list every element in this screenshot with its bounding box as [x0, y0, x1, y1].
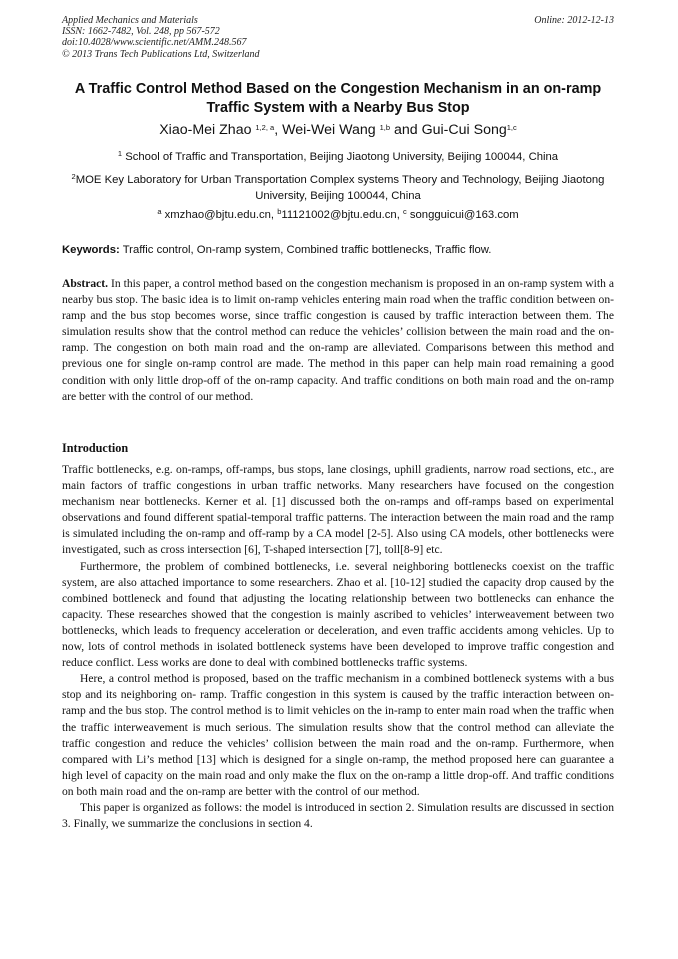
email-address[interactable]: 11121002@bjtu.edu.cn, [281, 209, 403, 221]
affiliation-marker: 2 [71, 172, 76, 181]
email-marker: c [402, 207, 407, 216]
affiliation-2 [62, 172, 614, 204]
paragraph: This paper is organized as follows: the model is introduced in section 2. Simulation results are discussed in section 3. Finally, we summarize the conclusions in section 4. [62, 800, 614, 831]
author-name: and Gui-Cui Song [390, 122, 507, 138]
affiliation-text: MOE Key Laboratory for Urban Transportation Complex systems Theory and Technology, Beijing Jiaotong University, Beijing 100044, China [75, 174, 605, 203]
abstract [62, 276, 614, 405]
email-address[interactable]: xmzhao@bjtu.edu.cn, [161, 209, 278, 221]
introduction-body [62, 462, 614, 832]
online-date: Online: 2012-12-13 [534, 15, 614, 26]
author-name: Xiao-Mei Zhao [159, 122, 256, 138]
section-heading-introduction: Introduction [62, 441, 129, 455]
email-marker: a [157, 207, 162, 216]
copyright-line: © 2013 Trans Tech Publications Ltd, Switzerland [62, 48, 260, 60]
email-marker: b [277, 207, 282, 216]
paper-title: A Traffic Control Method Based on the Congestion Mechanism in an on-ramp Traffic System with a Nearby Bus Stop [74, 81, 602, 116]
affiliation-1 [62, 149, 614, 165]
author-emails [62, 207, 614, 223]
author-affiliation-marker: 1,c [506, 123, 517, 132]
keywords [62, 242, 614, 258]
issn-line: ISSN: 1662-7482, Vol. 248, pp 567-572 [62, 26, 220, 38]
keywords-label: Keywords: [62, 244, 120, 256]
abstract-label: Abstract. [62, 277, 109, 290]
paragraph: Furthermore, the problem of combined bottlenecks, i.e. several neighboring bottlenecks coexist on the traffic system, are also attached importance to some researchers. Zhao et al. [10-12] studied the capacity drop caused by the combined bottleneck and found that adjusting the locating relationship between two bottlenecks can enhance the capacity. These researches showed that the congestion is mainly ascribed to vehicles’ interweavement between two bottlenecks, which leads to frequency acceleration or deceleration, and even traffic accidents among vehicles. Up to now, lots of control methods in isolated bottleneck systems have been developed to improve traffic congestion and reduce conflict. Less works are done to deal with combined bottlenecks traffic systems. [62, 559, 614, 670]
paragraph: Here, a control method is proposed, based on the traffic mechanism in a combined bottleneck systems with a bus stop and its neighboring on- ramp. Traffic congestion in this system is caused by the traffic interaction between on-ramp and the bus stop. The control method is to limit vehicles on the in-ramp to enter main road when the traffic when the traffic interweavement is much serious. The simulation results show that the control method can alleviate the traffic congestion and reduce the vehicles’ collision between the main road and the on-ramp. Furthermore, when compared with Li’s method [13] which is designed for a single on-ramp, the method proposed here can guarantee a high level of capacity on the main road and only make the flux on the on-ramp a little drop-off. And traffic conditions on both main road and the on-ramp are better with the control of our method. [62, 672, 614, 798]
author-list [62, 121, 614, 139]
author-affiliation-marker: 1,b [379, 123, 391, 132]
doi-line[interactable]: doi:10.4028/www.scientific.net/AMM.248.567 [62, 37, 247, 49]
affiliation-text: School of Traffic and Transportation, Beijing Jiaotong University, Beijing 100044, China [122, 151, 559, 163]
journal-header [62, 15, 614, 60]
keywords-text: Traffic control, On-ramp system, Combined traffic bottlenecks, Traffic flow. [119, 244, 492, 256]
affiliation-marker: 1 [117, 149, 123, 158]
author-name: , Wei-Wei Wang [274, 122, 380, 138]
paragraph: Traffic bottlenecks, e.g. on-ramps, off-ramps, bus stops, lane closings, uphill gradients, narrow road sections, etc., are main factors of traffic congestions in urban traffic networks. Many researchers have focused on the congestion mechanism near bottlenecks. Kerner et al. [1] discussed both the on-ramps and off-ramps based on experimental observations and found different spatial-temporal traffic patterns. The interaction between the main road and the ramp is simulated including the on-ramp and off-ramp by a CA model [2-5]. Also using CA models, other bottlenecks were investigated, such as cross intersection [6], T-shaped intersection [7], toll[8-9] etc. [62, 463, 614, 557]
abstract-text: In this paper, a control method based on the congestion mechanism is proposed in an on-ramp system with a nearby bus stop. The basic idea is to limit on-ramp vehicles entering main road when the traffic condition between on-ramp and the bus stop becomes worse, since traffic congestion is caused by traffic interaction between them. The simulation results show that the control method can reduce the vehicles’ collision between the main road and the on-ramp. The congestion on both main road and the on-ramp are alleviated. Comparisons between this method and previous one for single on-ramp control are made. The method in this paper can help main road remaining a good condition with only little drop-off of the on-ramp capacity. And traffic conditions on both main road and the on-ramp are better with the control of our method. [62, 277, 614, 403]
email-address[interactable]: songguicui@163.com [406, 209, 519, 221]
journal-name: Applied Mechanics and Materials [62, 15, 198, 26]
author-affiliation-marker: 1,2, a [255, 123, 275, 132]
